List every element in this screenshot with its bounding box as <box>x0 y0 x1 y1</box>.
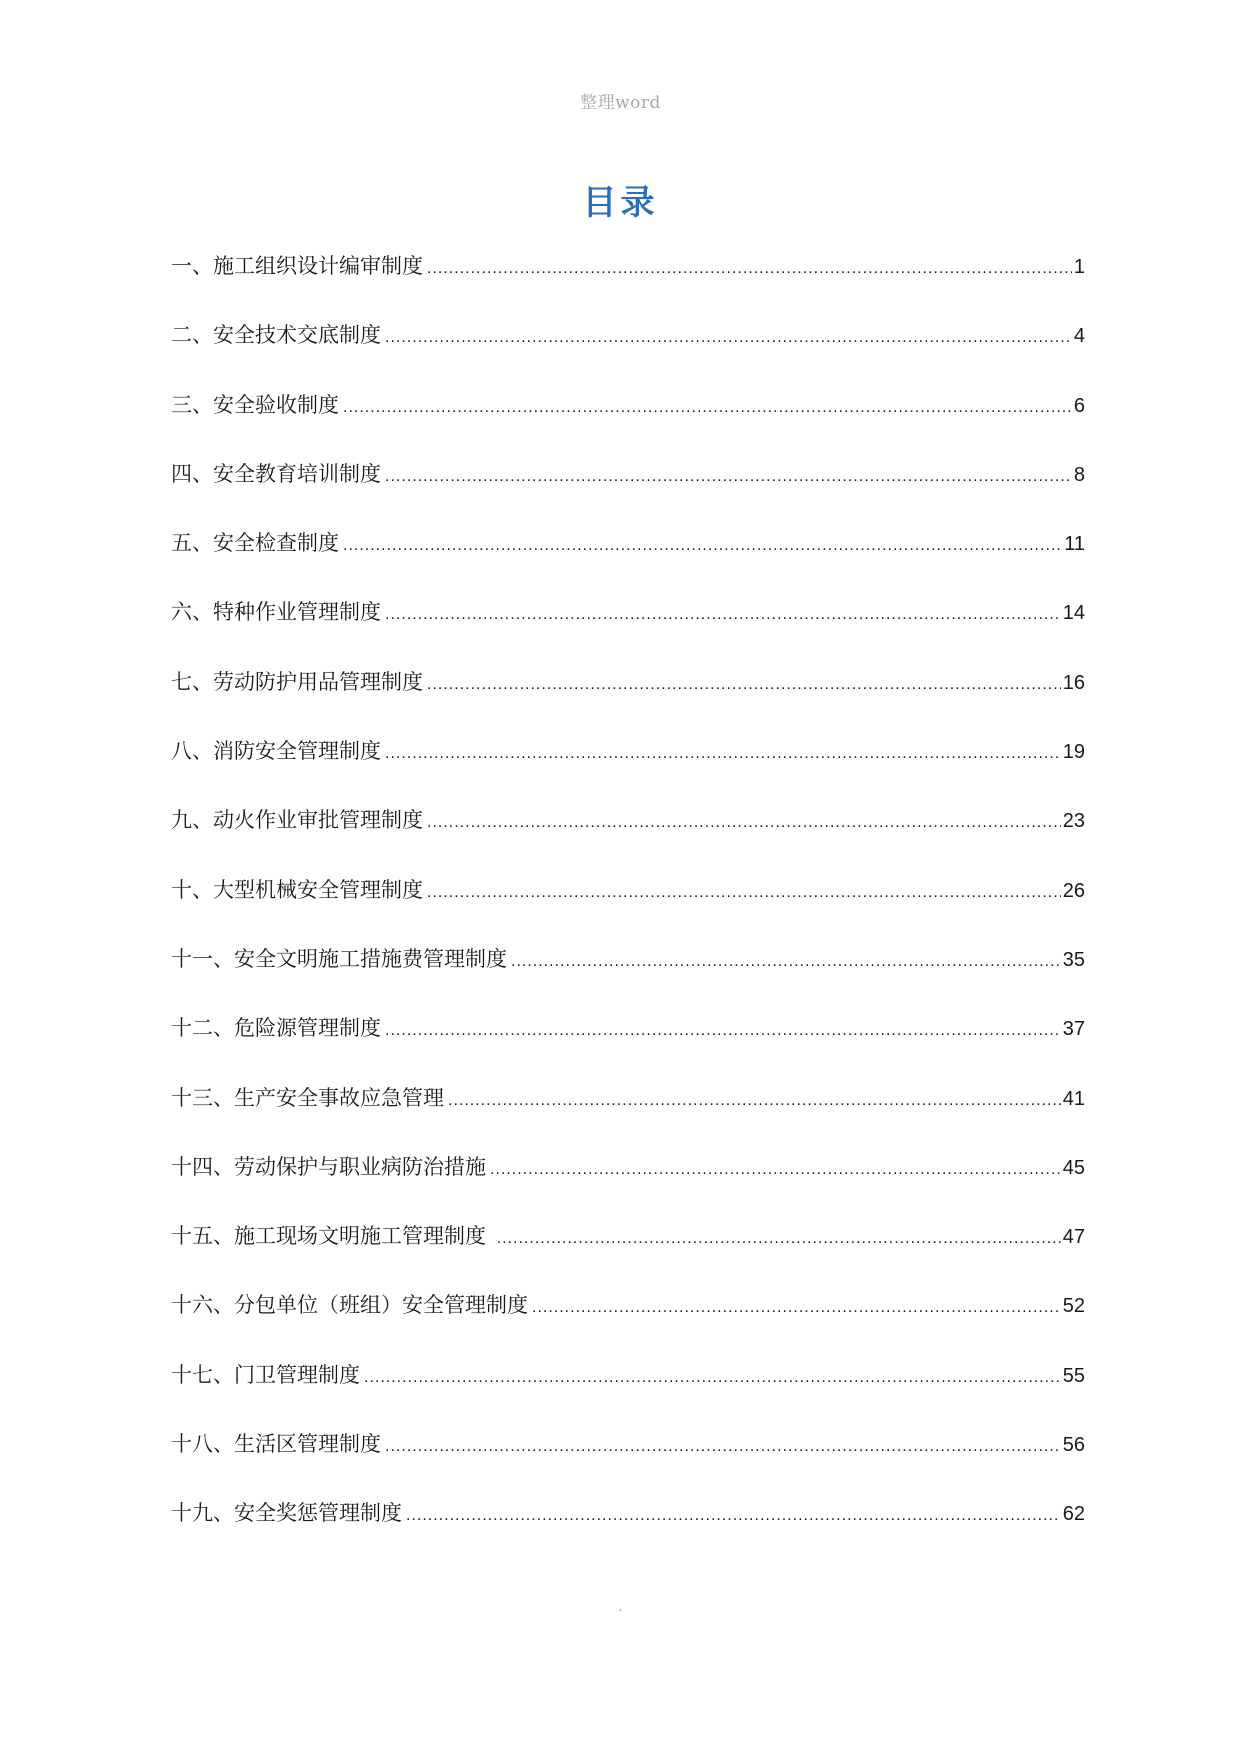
toc-entry[interactable] <box>171 252 1085 321</box>
dot-leader <box>385 463 1072 491</box>
toc-entry-label: 一、施工组织设计编审制度 <box>171 254 423 278</box>
toc-entry-page: 52 <box>1062 1295 1085 1318</box>
toc-entry-label: 十三、生产安全事故应急管理 <box>171 1085 444 1110</box>
toc-entry-label: 三、安全验收制度 <box>171 392 339 417</box>
toc-entry-label: 九、动火作业审批管理制度 <box>171 808 423 833</box>
toc-entry[interactable] <box>171 668 1085 737</box>
dot-leader <box>427 671 1061 699</box>
toc-entry-label: 十八、生活区管理制度 <box>171 1432 381 1457</box>
dot-leader <box>490 1156 1061 1184</box>
dot-leader <box>343 394 1072 422</box>
toc-entry-label: 七、劳动防护用品管理制度 <box>171 669 423 694</box>
toc-entry-label: 二、安全技术交底制度 <box>171 323 381 348</box>
toc-entry[interactable] <box>171 1014 1085 1083</box>
toc-entry[interactable] <box>171 1430 1085 1499</box>
toc-entry-label: 六、特种作业管理制度 <box>171 600 381 625</box>
toc-entry-page: 16 <box>1062 671 1085 694</box>
toc-entry[interactable] <box>171 391 1085 460</box>
toc-entry-page: 1 <box>1073 256 1085 278</box>
dot-leader <box>385 1017 1061 1045</box>
toc-entry-label: 四、安全教育培训制度 <box>171 461 381 486</box>
toc-entry-label: 十四、劳动保护与职业病防治措施 <box>171 1154 486 1179</box>
toc-entry[interactable] <box>171 737 1085 806</box>
toc-entry-page: 55 <box>1062 1364 1085 1387</box>
toc-entry[interactable] <box>171 806 1085 875</box>
toc-entry-label: 五、安全检查制度 <box>171 531 339 556</box>
toc-entry-page: 45 <box>1062 1156 1085 1179</box>
dot-leader <box>406 1502 1061 1530</box>
toc-entry[interactable] <box>171 1084 1085 1153</box>
dot-leader <box>385 601 1061 629</box>
toc-entry-page: 41 <box>1062 1087 1085 1110</box>
toc-entry[interactable] <box>171 945 1085 1014</box>
toc-entry-page: 14 <box>1062 602 1085 625</box>
toc-entry[interactable] <box>171 1361 1085 1430</box>
page-footer: . <box>618 1600 623 1614</box>
toc-entry[interactable] <box>171 1291 1085 1360</box>
dot-leader <box>385 740 1061 768</box>
dot-leader <box>497 1225 1061 1253</box>
toc-entry[interactable] <box>171 1499 1085 1568</box>
toc-entry-label: 八、消防安全管理制度 <box>171 739 381 764</box>
dot-leader <box>364 1364 1061 1392</box>
dot-leader <box>511 948 1061 976</box>
dot-leader <box>385 324 1072 352</box>
toc-entry-page: 6 <box>1073 394 1085 417</box>
dot-leader <box>427 255 1072 283</box>
toc-entry-page: 11 <box>1064 533 1085 556</box>
toc-entry[interactable] <box>171 598 1085 667</box>
dot-leader <box>427 809 1061 837</box>
table-of-contents <box>171 252 1085 1569</box>
toc-entry[interactable] <box>171 460 1085 529</box>
toc-entry-page: 35 <box>1062 948 1085 971</box>
dot-leader <box>448 1087 1061 1115</box>
toc-entry[interactable] <box>171 529 1085 598</box>
toc-entry-label: 十七、门卫管理制度 <box>171 1362 360 1387</box>
toc-entry[interactable] <box>171 876 1085 945</box>
toc-title: 目录 <box>582 183 659 223</box>
toc-entry-page: 4 <box>1073 325 1085 348</box>
dot-leader <box>532 1294 1061 1322</box>
toc-entry[interactable] <box>171 321 1085 390</box>
toc-entry-page: 62 <box>1062 1503 1085 1526</box>
toc-entry[interactable] <box>171 1153 1085 1222</box>
toc-entry[interactable] <box>171 1222 1085 1291</box>
toc-entry-page: 37 <box>1062 1018 1085 1041</box>
toc-entry-page: 56 <box>1062 1434 1085 1457</box>
toc-entry-label: 十一、安全文明施工措施费管理制度 <box>171 946 507 971</box>
toc-entry-label: 十、大型机械安全管理制度 <box>171 877 423 902</box>
toc-entry-page: 23 <box>1062 810 1085 833</box>
page-header: 整理word <box>580 93 661 113</box>
dot-leader <box>385 1433 1061 1461</box>
toc-entry-label: 十六、分包单位（班组）安全管理制度 <box>171 1293 528 1318</box>
toc-entry-label: 十九、安全奖惩管理制度 <box>171 1501 402 1526</box>
toc-entry-page: 47 <box>1062 1226 1085 1249</box>
toc-entry-page: 8 <box>1073 463 1085 486</box>
toc-entry-page: 26 <box>1062 879 1085 902</box>
toc-entry-page: 19 <box>1062 741 1085 764</box>
toc-entry-label: 十五、施工现场文明施工管理制度 <box>171 1224 493 1249</box>
toc-entry-label: 十二、危险源管理制度 <box>171 1016 381 1041</box>
dot-leader <box>427 879 1061 907</box>
dot-leader <box>343 532 1062 560</box>
